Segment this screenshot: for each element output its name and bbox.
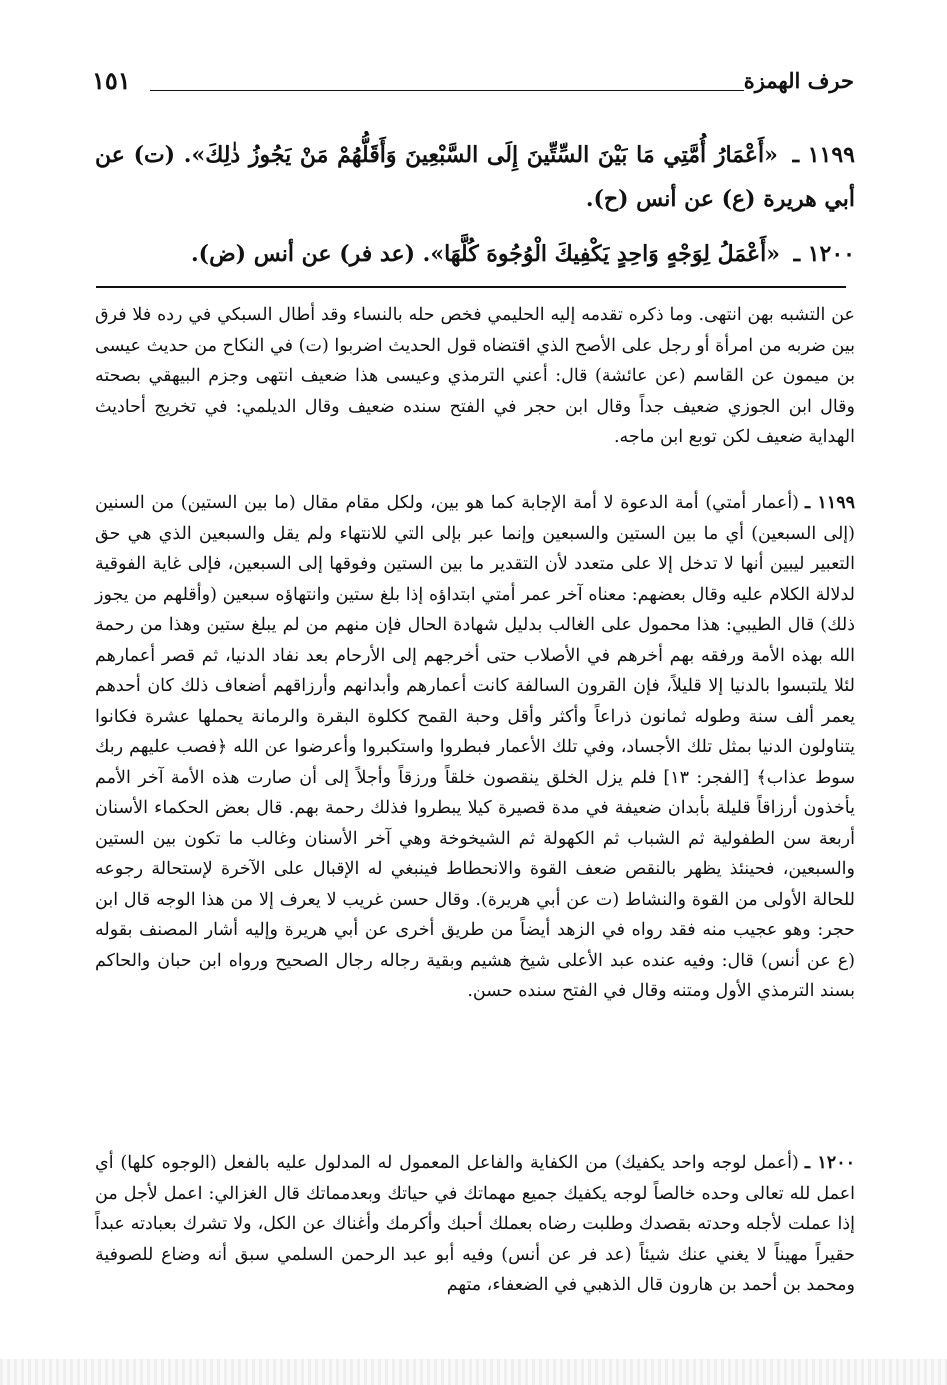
commentary-paragraph <box>95 488 855 1007</box>
commentary-intro <box>95 300 855 453</box>
hadith-number: ١٢٠٠ ـ <box>793 241 855 267</box>
hadith-number: ١١٩٩ ـ <box>792 142 855 168</box>
hadith-1200 <box>95 232 855 276</box>
hadith-1199 <box>95 133 855 221</box>
scan-edge <box>0 1359 947 1385</box>
commentary-paragraph <box>95 1148 855 1301</box>
commentary-1199 <box>95 488 855 1007</box>
page-number: ١٥١ <box>92 66 131 95</box>
commentary-text: (أعمار أمتي) أمة الدعوة لا أمة الإجابة كما هو بين، ولكل مقام مقال (ما بين الستين) من السنين (إلى السبعين) أي ما بين الستين والسبعين وإنما عبر بإلى التي للانتهاء ولم يقل والسبعين الذي هي حق التعبير ليبين أنها لا تدخل إلا على متعدد لأن التقدير ما بين الستين وفوقها إلى السبعين، فإلى غاية الفوقية لدلالة الكلام عليه وقال بعضهم: معناه آخر عمر أمتي ابتداؤه إذا بلغ ستين وانتهاؤه سبعين (وأقلهم من يجوز ذلك) قال الطيبي: هذا محمول على الغالب بدليل شهادة الحال فإن منهم من لم يبلغ ستين وهذا من رحمة الله بهذه الأمة ورفقه بهم أخرهم في الأصلاب حتى أخرجهم إلى الأرحام بعد نفاد الدنيا، ثم قصر أعمارهم لئلا يلتبسوا بالدنيا إلا قليلاً، فإن القرون السالفة كانت أعمارهم وأبدانهم وأرزاقهم أضعاف ذلك كان أحدهم يعمر ألف سنة وطوله ثمانون ذراعاً وأكثر وأقل وحبة القمح ككلوة البقرة والرمانة يحملها عشرة فكانوا يتناولون الدنيا بمثل تلك الأجساد، وفي تلك الأعمار فبطروا واستكبروا وأعرضوا عن الله ﴿فصب عليهم ربك سوط عذاب﴾ [الفجر: ١٣] فلم يزل الخلق ينقصون خلقاً ورزقاً وأجلاً إلى أن صارت هذه الأمة آخر الأمم يأخذون أرزاقاً قليلة بأبدان ضعيفة في مدة قصيرة كيلا يبطروا فذلك رحمة بهم. قال بعض الحكماء الأسنان أربعة سن الطفولية ثم الشباب ثم الكهولة ثم الشيخوخة وهي آخر الأسنان وغالب ما تكون بين الستين والسبعين، فحينئذ يظهر بالنقص ضعف القوة والانحطاط فينبغي له الإقبال على الآخرة لإستحالة رجوعه للحالة الأولى من القوة والنشاط (ت عن أبي هريرة). وقال حسن غريب لا يعرف إلا من هذا الوجه قال ابن حجر: وهو عجيب منه فقد رواه في الزهد أيضاً من طريق أخرى عن أبي هريرة وإليه أشار المصنف بقوله (ع عن أنس) قال: وفيه عنده عبد الأعلى شيخ هشيم وبقية رجاله رجال الصحيح ورواه ابن حبان والحاكم بسند الترمذي الأول ومتنه وقال في الفتح سنده حسن. <box>95 493 855 1001</box>
commentary-text: (أعمل لوجه واحد يكفيك) من الكفاية والفاعل المعمول له المدلول عليه بالفعل (الوجوه كلها) أي اعمل لله تعالى وحده خالصاً لوجه يكفيك جميع مهماتك في حياتك وبعدمماتك قال الغزالي: اعمل لأجل من إذا عملت لأجله وحدته بقصدك وطلبت رضاه بعملك أحبك وأكرمك وأغناك عن الكل، ولا تشرك بعبادته عبداً حقيراً مهيناً لا يغني عنك شيئاً (عد فر عن أنس) وفيه أبو عبد الرحمن السلمي سبق أنه وضاع للصوفية ومحمد بن أحمد بن هارون قال الذهبي في الضعفاء، متهم <box>95 1153 855 1295</box>
chapter-title: حرف الهمزة <box>743 68 854 93</box>
commentary-paragraph: عن التشبه بهن انتهى. وما ذكره تقدمه إليه الحليمي فخص حله بالنساء وقد أطال السبكي في رده فلا فرق بين ضربه من امرأة أو رجل على الأصح الذي اقتضاه قول الحديث اضربوا (ت) في النكاح من حديث عيسى بن ميمون عن القاسم (عن عائشة) قال: أعني الترمذي وعيسى هذا ضعيف انتهى وجزم البيهقي بصحته وقال ابن الجوزي ضعيف جداً وقال ابن حجر في الفتح سنده ضعيف وقال الديلمي: في تخريج أحاديث الهداية ضعيف لكن توبع ابن ماجه. <box>95 305 855 447</box>
section-divider <box>96 286 846 288</box>
header-rule <box>150 90 744 91</box>
commentary-1200 <box>95 1148 855 1301</box>
page-header <box>92 68 854 104</box>
commentary-number: ١٢٠٠ ـ <box>804 1153 855 1173</box>
commentary-number: ١١٩٩ ـ <box>805 493 855 513</box>
hadith-text: «أَعْمَلُ لِوَجْهٍ وَاحِدٍ يَكْفِيكَ الْوُجُوهَ كُلَّهَا». (عد فر) عن أنس (ض). <box>191 241 780 267</box>
hadith-text: «أَعْمَارُ أُمَّتِي مَا بَيْنَ السِّتِّينَ إِلَى السَّبْعِينَ وَأَقَلُّهُمْ مَنْ يَجُوزُ ذٰلِكَ». (ت) عن أبي هريرة (ع) عن أنس (ح). <box>95 142 855 212</box>
